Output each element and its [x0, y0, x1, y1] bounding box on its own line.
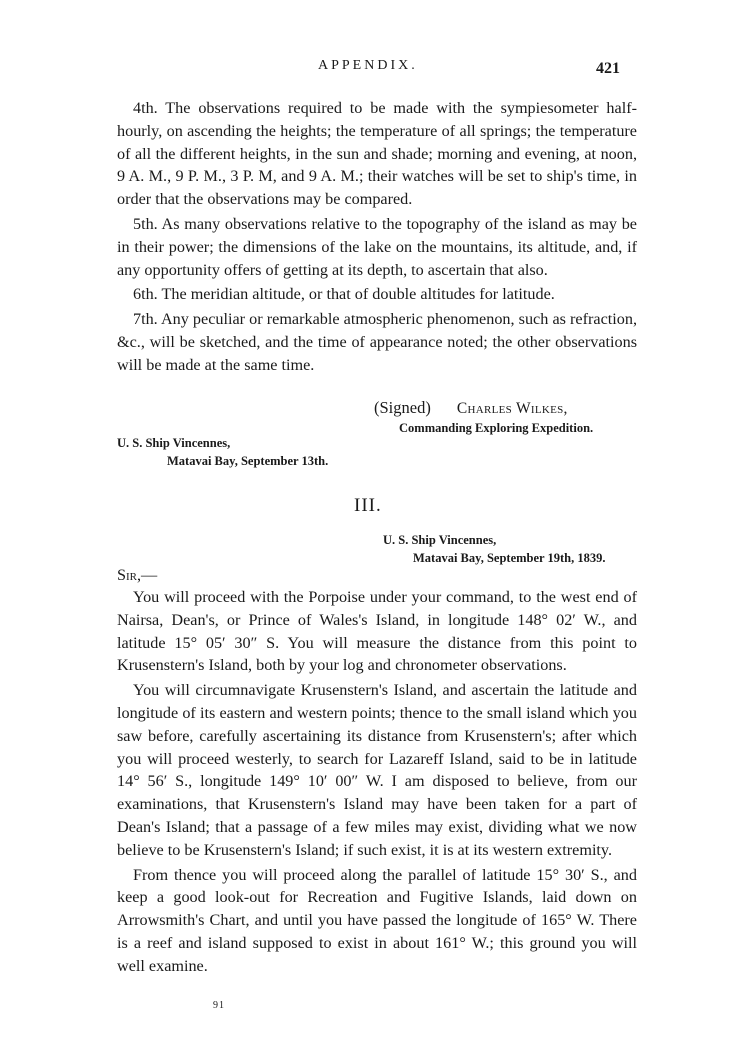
running-title: APPENDIX. [318, 58, 418, 73]
paragraph-5th: 5th. As many observations relative to the topography of the island as may be in their power; the dimensions of the lake on the mountains, its altitude, and, if any opportunity offers of getting at its depth, to ascertain that also. [117, 214, 637, 279]
dateline-first-place: Matavai Bay, September 13th. [167, 454, 329, 468]
letter-block [117, 586, 637, 978]
signatory-title: Commanding Exploring Expedition. [399, 421, 594, 435]
dateline-first [117, 434, 328, 470]
letter-paragraph-2: You will circumnavigate Krusenstern's Island, and ascertain the latitude and longitude of its eastern and western points; thence to the small island which you saw before, carefully ascertaining its distance from Krusenstern's; after which you will proceed westerly, to search for Lazareff Island, said to be in latitude 14° 56′ S., longitude 149° 10′ 00″ W. I am disposed to believe, from our examinations, that Krusenstern's Island may have been taken for a part of Dean's Island; that a passage of a few miles may exist, dividing what we now believe to be Krusenstern's Island; if such exist, it is at its western extremity. [117, 681, 637, 859]
signed-label: (Signed) [374, 398, 431, 417]
signature-line [374, 398, 568, 418]
dateline-second [383, 531, 605, 567]
signatory-name: Charles Wilkes, [456, 400, 568, 417]
salutation: Sir,— [117, 566, 158, 584]
instructions-block [117, 97, 637, 377]
printer-signature-mark: 91 [213, 1000, 225, 1011]
dateline-second-ship: U. S. Ship Vincennes, [383, 533, 497, 547]
letter-paragraph-1: You will proceed with the Porpoise under your command, to the west end of Nairsa, Dean's, or Prince of Wales's Island, in longitude 148° 02′ W., and latitude 15° 05′ 30″ S. You will measure the distance from this point to Krusenstern's Island, both by your log and chronometer observations. [117, 588, 637, 675]
paragraph-4th: 4th. The observations required to be made with the sympiesometer half-hourly, on ascending the heights; the temperature of all springs; the temperature of all the different heights, in the sun and shade; morning and evening, at noon, 9 A. M., 9 P. M., 3 P. M, and 9 A. M.; their watches will be set to ship's time, in order that the observations may be compared. [117, 99, 637, 209]
paragraph-7th: 7th. Any peculiar or remarkable atmospheric phenomenon, such as refraction, &c., will be sketched, and the time of appearance noted; the other observations will be made at the same time. [117, 310, 637, 374]
section-heading: III. [354, 495, 382, 516]
dateline-second-place: Matavai Bay, September 19th, 1839. [413, 551, 606, 565]
paragraph-6th: 6th. The meridian altitude, or that of double altitudes for latitude. [133, 285, 555, 304]
page-number: 421 [596, 60, 620, 77]
dateline-first-ship: U. S. Ship Vincennes, [117, 436, 231, 450]
letter-paragraph-3: From thence you will proceed along the parallel of latitude 15° 30′ S., and keep a good look-out for Recreation and Fugitive Islands, laid down on Arrowsmith's Chart, and until you have passed the longitude of 165° W. There is a reef and island supposed to exist in about 161° W.; this ground you will well examine. [117, 865, 637, 975]
